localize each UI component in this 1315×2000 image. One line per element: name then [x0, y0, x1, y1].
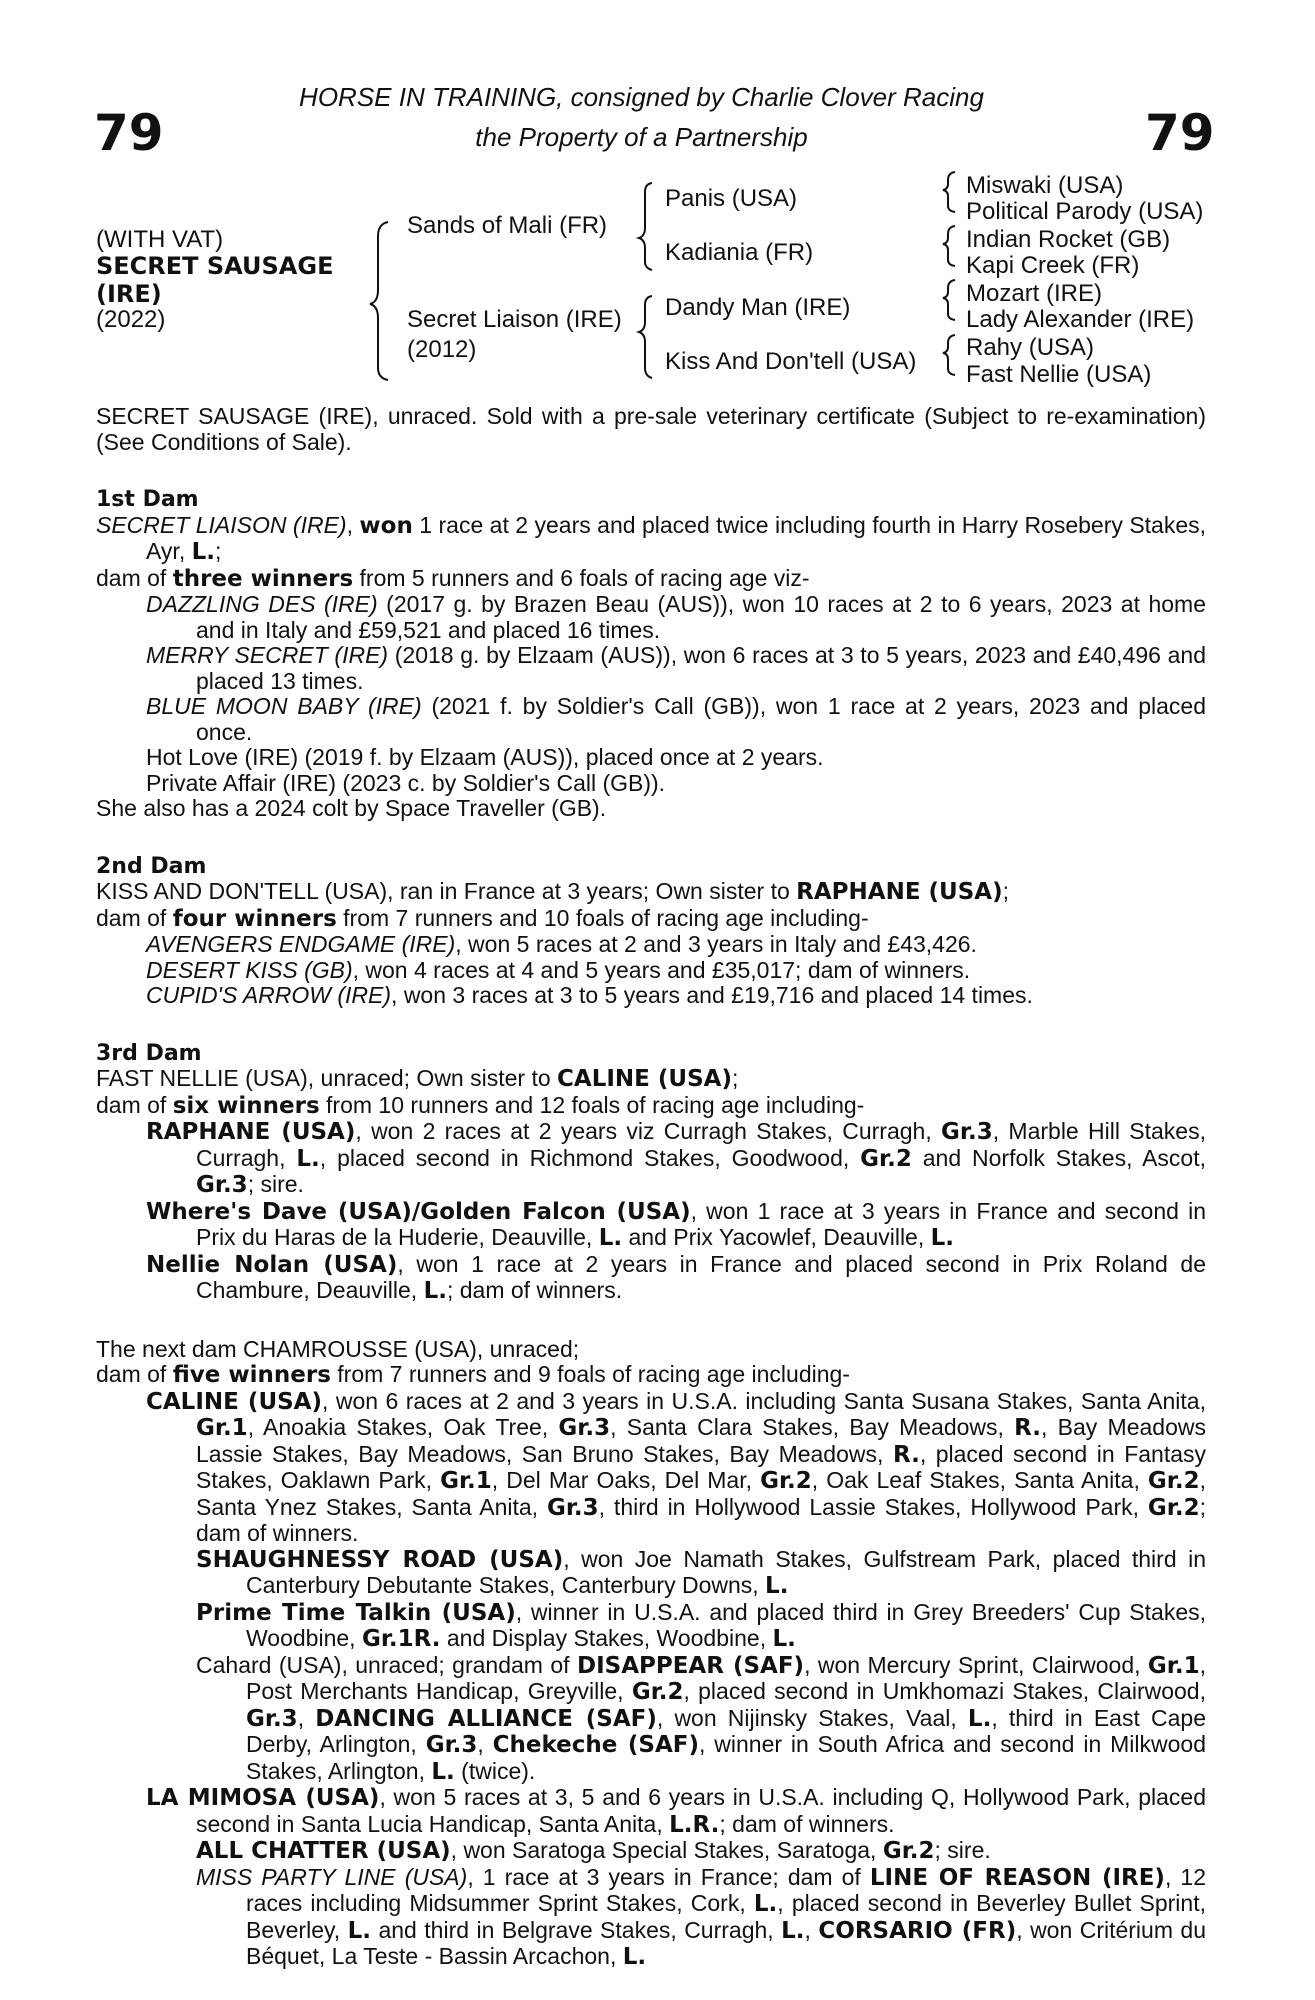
pedigree-dsd: Lady Alexander (IRE): [966, 306, 1195, 333]
fourth-dam-produce-4: Cahard (USA), unraced; grandam of DISAPPEAR (SAF), won Mercury Sprint, Clairwood, Gr.1, Post Merchants Handicap, Greyville, Gr.2, placed second in Umkhomazi Stakes, Clairwood, Gr.3, DANCING ALLIANCE (SAF), won Nijinsky Stakes, Vaal, L., third in East Cape Derby, Arlington, Gr.3, Chekeche (SAF), winner in South Africa and second in Milkwood Stakes, Arlington, L. (twice).: [196, 1651, 1206, 1785]
third-dam-heading: 3rd Dam: [96, 1040, 202, 1066]
third-dam-produce-1: RAPHANE (USA), won 2 races at 2 years viz Curragh Stakes, Curragh, Gr.3, Marble Hill Stakes, Curragh, L., placed second in Richmond Stakes, Goodwood, Gr.2 and Norfolk Stakes, Ascot, Gr.3; sire.: [146, 1118, 1207, 1198]
pedigree-ds: Dandy Man (IRE): [665, 294, 851, 321]
vat-note: (WITH VAT): [96, 226, 224, 253]
pedigree-ssd: Political Parody (USA): [966, 198, 1204, 225]
consignor-line: HORSE IN TRAINING, consigned by Charlie Clover Racing: [299, 82, 984, 112]
fourth-dam-produce-2: SHAUGHNESSY ROAD (USA), won Joe Namath Stakes, Gulfstream Park, placed third in Canterbury Debutante Stakes, Canterbury Downs, L.: [196, 1545, 1206, 1599]
second-dam-produce-1: AVENGERS ENDGAME (IRE), won 5 races at 2 and 3 years in Italy and £43,426.: [146, 931, 977, 957]
fourth-dam-produce-1: CALINE (USA), won 6 races at 2 and 3 years in U.S.A. including Santa Susana Stakes, Santa Anita, Gr.1, Anoakia Stakes, Oak Tree, Gr.3, Santa Clara Stakes, Bay Meadows, R., Bay Meadows Lassie Stakes, Bay Meadows, San Bruno Stakes, Bay Meadows, R., placed second in Fantasy Stakes, Oaklawn Park, Gr.1, Del Mar Oaks, Del Mar, Gr.2, Oak Leaf Stakes, Santa Anita, Gr.2, Santa Ynez Stakes, Santa Anita, Gr.3, third in Hollywood Lassie Stakes, Hollywood Park, Gr.2; dam of winners.: [146, 1387, 1207, 1546]
intro-paragraph: SECRET SAUSAGE (IRE), unraced. Sold with a pre-sale veterinary certificate (Subject to re-examination) (See Conditions of Sale).: [96, 403, 1206, 455]
first-dam-produce-summary: dam of three winners from 5 runners and 6 foals of racing age viz-: [96, 564, 810, 592]
second-dam-line: KISS AND DON'TELL (USA), ran in France at 3 years; Own sister to RAPHANE (USA);: [96, 878, 1009, 905]
fourth-dam-produce-6: ALL CHATTER (USA), won Saratoga Special Stakes, Saratoga, Gr.2; sire.: [196, 1837, 991, 1864]
pedigree-dds: Rahy (USA): [966, 334, 1095, 361]
first-dam-produce-6: She also has a 2024 colt by Space Traveller (GB).: [96, 795, 607, 821]
horse-year: (2022): [96, 306, 166, 333]
first-dam-heading: 1st Dam: [96, 487, 199, 512]
third-dam-produce-2: Where's Dave (USA)/Golden Falcon (USA), won 1 race at 3 years in France and second in Prix du Haras de la Huderie, Deauville, L. and Prix Yacowlef, Deauville, L.: [146, 1197, 1207, 1251]
first-dam-produce-5: Private Affair (IRE) (2023 c. by Soldier's Call (GB)).: [146, 769, 666, 796]
third-dam-produce-summary: dam of six winners from 10 runners and 12 foals of racing age including-: [96, 1091, 865, 1119]
first-dam-line: SECRET LIAISON (IRE), won 1 race at 2 years and placed twice including fourth in Harry Rosebery Stakes, Ayr, L.;: [96, 511, 1207, 565]
pedigree-dd: Kiss And Don'tell (USA): [665, 348, 917, 375]
catalogue-body: [96, 404, 1206, 1971]
second-dam-heading: 2nd Dam: [96, 853, 207, 879]
third-dam-produce-3: Nellie Nolan (USA), won 1 race at 2 years in France and placed second in Prix Roland de Chambure, Deauville, L.; dam of winners.: [146, 1250, 1207, 1304]
fourth-dam-produce-3: Prime Time Talkin (USA), winner in U.S.A. and placed third in Grey Breeders' Cup Stakes, Woodbine, Gr.1R. and Display Stakes, Woodbine, L.: [196, 1598, 1207, 1652]
brace-dd: [943, 335, 955, 375]
pedigree-ss: Panis (USA): [665, 185, 798, 212]
brace-dam: [639, 296, 652, 378]
pedigree-sire: Sands of Mali (FR): [407, 212, 608, 239]
brace-sd: [943, 226, 955, 266]
pedigree-sd: Kadiania (FR): [665, 239, 814, 266]
brace-ds: [943, 280, 955, 320]
fourth-dam-produce-5: LA MIMOSA (USA), won 5 races at 3, 5 and 6 years in U.S.A. including Q, Hollywood Park, placed second in Santa Lucia Handicap, Santa Anita, L.R.; dam of winners.: [146, 1784, 1206, 1838]
first-dam-produce-3: BLUE MOON BABY (IRE) (2021 f. by Soldier's Call (GB)), won 1 race at 2 years, 2023 and placed once.: [146, 693, 1206, 745]
lot-number-right: 79: [1145, 104, 1215, 162]
fourth-dam-line: The next dam CHAMROUSSE (USA), unraced;: [96, 1335, 580, 1362]
second-dam-produce-3: CUPID'S ARROW (IRE), won 3 races at 3 to 5 years and £19,716 and placed 14 times.: [146, 982, 1033, 1008]
pedigree-sss: Miswaki (USA): [966, 172, 1124, 199]
first-dam-produce-2: MERRY SECRET (IRE) (2018 g. by Elzaam (AUS)), won 6 races at 3 to 5 years, 2023 and £40,496 and placed 13 times.: [146, 642, 1206, 694]
fourth-dam-produce-7: MISS PARTY LINE (USA), 1 race at 3 years in France; dam of LINE OF REASON (IRE), 12 races including Midsummer Sprint Stakes, Cork, L., placed second in Beverley Bullet Sprint, Beverley, L. and third in Belgrave Stakes, Curragh, L., CORSARIO (FR), won Critérium du Béquet, La Teste - Bassin Arcachon, L.: [196, 1863, 1207, 1970]
pedigree-dam-year: (2012): [407, 336, 477, 363]
brace-sire: [639, 183, 652, 270]
brace-ss: [943, 172, 955, 212]
third-dam-line: FAST NELLIE (USA), unraced; Own sister to CALINE (USA);: [96, 1065, 739, 1092]
pedigree-sds: Indian Rocket (GB): [966, 226, 1171, 253]
first-dam-produce-4: Hot Love (IRE) (2019 f. by Elzaam (AUS)), placed once at 2 years.: [146, 744, 824, 770]
fourth-dam-produce-summary: dam of five winners from 7 runners and 9 foals of racing age including-: [96, 1361, 850, 1388]
second-dam-produce-2: DESERT KISS (GB), won 4 races at 4 and 5 years and £35,017; dam of winners.: [146, 956, 971, 983]
brace-gen1: [370, 222, 388, 380]
pedigree-dam: Secret Liaison (IRE): [407, 306, 622, 333]
first-dam-produce-1: DAZZLING DES (IRE) (2017 g. by Brazen Beau (AUS)), won 10 races at 2 to 6 years, 2023 at home and in Italy and £59,521 and placed 16 times.: [146, 591, 1206, 643]
lot-number-left: 79: [94, 104, 164, 162]
horse-name: SECRET SAUSAGE: [96, 252, 334, 280]
horse-country: (IRE): [96, 280, 162, 308]
pedigree-ddd: Fast Nellie (USA): [966, 361, 1152, 388]
pedigree-sdd: Kapi Creek (FR): [966, 252, 1140, 279]
ownership-line: the Property of a Partnership: [475, 122, 808, 152]
pedigree-dss: Mozart (IRE): [966, 280, 1103, 307]
second-dam-produce-summary: dam of four winners from 7 runners and 10 foals of racing age including-: [96, 904, 869, 932]
